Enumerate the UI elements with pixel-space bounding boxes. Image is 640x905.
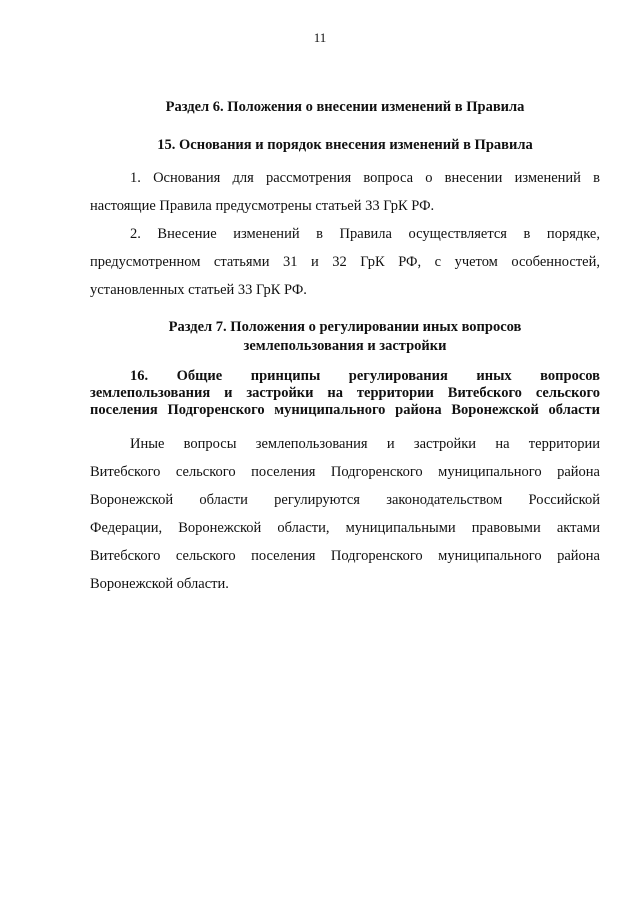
item-2-line-2: предусмотренном статьями 31 и 32 ГрК РФ, с учетом особенностей, <box>90 254 600 270</box>
item-2-paragraph <box>90 220 600 304</box>
section-7-heading <box>90 318 600 356</box>
section-16-body <box>90 430 600 598</box>
item-1-line-1: 1. Основания для рассмотрения вопроса о внесении изменений в <box>130 170 600 186</box>
section-16-line-3: поселения Подгоренского муниципального района Воронежской области <box>90 402 600 418</box>
body-line-4: Федерации, Воронежской области, муниципальными правовыми актами <box>90 520 600 536</box>
body-line-3: Воронежской области регулируются законодательством Российской <box>90 492 600 508</box>
section-15-subheading: 15. Основания и порядок внесения изменений в Правила <box>157 137 533 153</box>
body-line-1: Иные вопросы землепользования и застройки на территории <box>130 436 600 452</box>
section-7-heading-line-1: Раздел 7. Положения о регулировании иных вопросов <box>168 319 522 335</box>
section-7-heading-line-2: землепользования и застройки <box>243 338 447 354</box>
body-line-6: Воронежской области. <box>90 576 229 592</box>
item-1-paragraph <box>90 164 600 220</box>
body-line-5: Витебского сельского поселения Подгоренского муниципального района <box>90 548 600 564</box>
section-16-line-2: землепользования и застройки на территории Витебского сельского <box>90 385 600 401</box>
section-16-line-1: 16. Общие принципы регулирования иных вопросов <box>130 368 600 384</box>
item-2-line-3: установленных статьей 33 ГрК РФ. <box>90 282 307 298</box>
body-line-2: Витебского сельского поселения Подгоренского муниципального района <box>90 464 600 480</box>
section-6-heading: Раздел 6. Положения о внесении изменений в Правила <box>165 99 525 115</box>
page-number: 11 <box>313 30 327 45</box>
section-16-subheading <box>90 368 600 419</box>
item-1-line-2: настоящие Правила предусмотрены статьей 33 ГрК РФ. <box>90 198 435 214</box>
item-2-line-1: 2. Внесение изменений в Правила осуществляется в порядке, <box>130 226 600 242</box>
